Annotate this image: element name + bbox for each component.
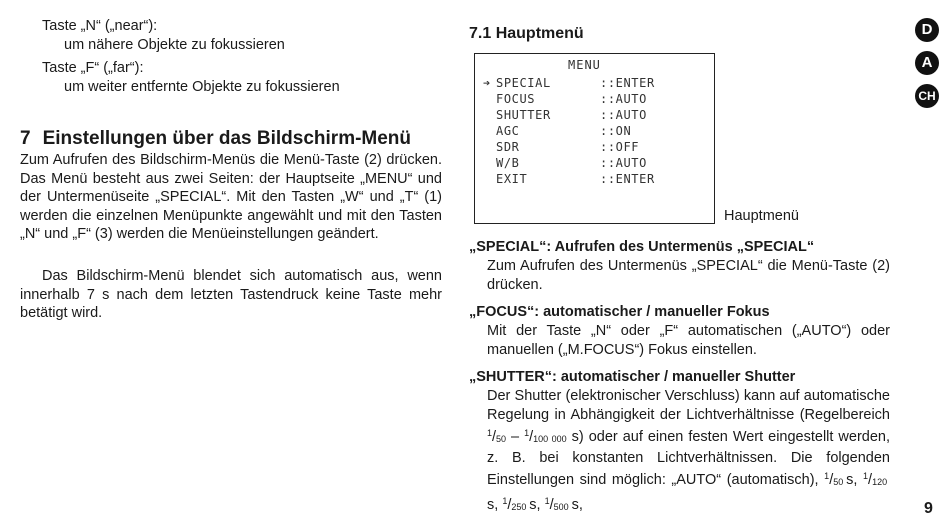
menu-row-shutter xyxy=(483,108,647,123)
menu-row-label: SPECIAL xyxy=(496,76,551,90)
menu-row-agc xyxy=(483,124,631,139)
menu-row-value: ::AUTO xyxy=(600,92,647,106)
menu-caption: Hauptmenü xyxy=(724,208,799,224)
menu-screen-title: MENU xyxy=(568,58,601,72)
section-7-paragraph-1: Zum Aufrufen des Bildschirm-Menüs die Menü-Taste (2) drücken. Das Menü besteht aus zwei Seiten: der Hauptseite „MENU“ und der Untermenüseite „SPECIAL“. Mit den Tasten „W“ und „T“ (1) werden die einzelnen Menüpunkte angewählt und mit den Tasten „N“ und „F“ (3) werden die Menüeinstellungen geändert. xyxy=(20,152,442,242)
special-heading: „SPECIAL“: Aufrufen des Untermenüs „SPECIAL“ xyxy=(469,239,815,255)
section-7-paragraph-2: Das Bildschirm-Menü blendet sich automatisch aus, wenn innerhalb 7 s nach dem letzten Tastendruck keine Taste mehr betätigt wird. xyxy=(20,268,442,321)
taste-n-desc: um nähere Objekte zu fokussieren xyxy=(64,37,285,53)
menu-row-focus xyxy=(483,92,647,107)
menu-row-value: ::OFF xyxy=(600,140,640,154)
menu-row-label: AGC xyxy=(496,124,520,138)
menu-row-label: W/B xyxy=(496,156,520,170)
menu-row-sdr xyxy=(483,140,639,155)
focus-heading: „FOCUS“: automatischer / manueller Fokus xyxy=(469,304,770,320)
menu-row-label: EXIT xyxy=(496,172,528,186)
country-badge-a: A xyxy=(915,51,939,75)
selection-arrow-icon: ➔ xyxy=(483,76,491,90)
menu-row-label: SHUTTER xyxy=(496,108,551,122)
shutter-text: Der Shutter (elektronischer Verschluss) kann auf automatische Regelung in Abhängigkeit der Lichtverhältnisse (Regelbereich $^1/_{50} - ^1/_{100 000}$ s) oder auf einen festen Wert eingestellt werden, z. B. bei konstanten Lichtverhältnissen. Die folgenden Einstellungen sind möglich: „AUTO“ (automatisch), $^1/_{50}$ s, $^1/_{120}$ s, $^1/_{250}$ s, $^1/_{500}$ s, xyxy=(487,388,891,513)
menu-row-value: ::AUTO xyxy=(600,108,647,122)
focus-text: Mit der Taste „N“ oder „F“ automatischen („AUTO“) oder manuellen („M.FOCUS“) Fokus einstellen. xyxy=(487,323,890,358)
taste-n-title: Taste „N“ („near“): xyxy=(42,18,158,34)
page-number: 9 xyxy=(924,500,933,517)
taste-f-desc: um weiter entfernte Objekte zu fokussieren xyxy=(64,79,340,95)
taste-f-title: Taste „F“ („far“): xyxy=(42,60,144,76)
section-7-1-heading: 7.1 Hauptmenü xyxy=(469,25,584,42)
section-7-number: 7 xyxy=(20,128,31,149)
country-badge-ch: CH xyxy=(915,84,939,108)
menu-row-value: ::AUTO xyxy=(600,156,647,170)
menu-row-wb xyxy=(483,156,647,171)
menu-row-exit xyxy=(483,172,655,187)
menu-row-label: FOCUS xyxy=(496,92,536,106)
menu-row-label: SDR xyxy=(496,140,520,154)
menu-row-value: ::ENTER xyxy=(600,76,655,90)
special-text: Zum Aufrufen des Untermenüs „SPECIAL“ die Menü-Taste (2) drücken. xyxy=(487,258,890,293)
main-menu-screen xyxy=(474,53,715,224)
menu-row-special xyxy=(483,76,655,91)
section-7-title: Einstellungen über das Bildschirm-Menü xyxy=(42,128,412,149)
menu-row-value: ::ON xyxy=(600,124,632,138)
country-badge-d: D xyxy=(915,18,939,42)
section-7-heading xyxy=(20,128,411,150)
shutter-heading: „SHUTTER“: automatischer / manueller Shutter xyxy=(469,369,796,385)
menu-row-value: ::ENTER xyxy=(600,172,655,186)
